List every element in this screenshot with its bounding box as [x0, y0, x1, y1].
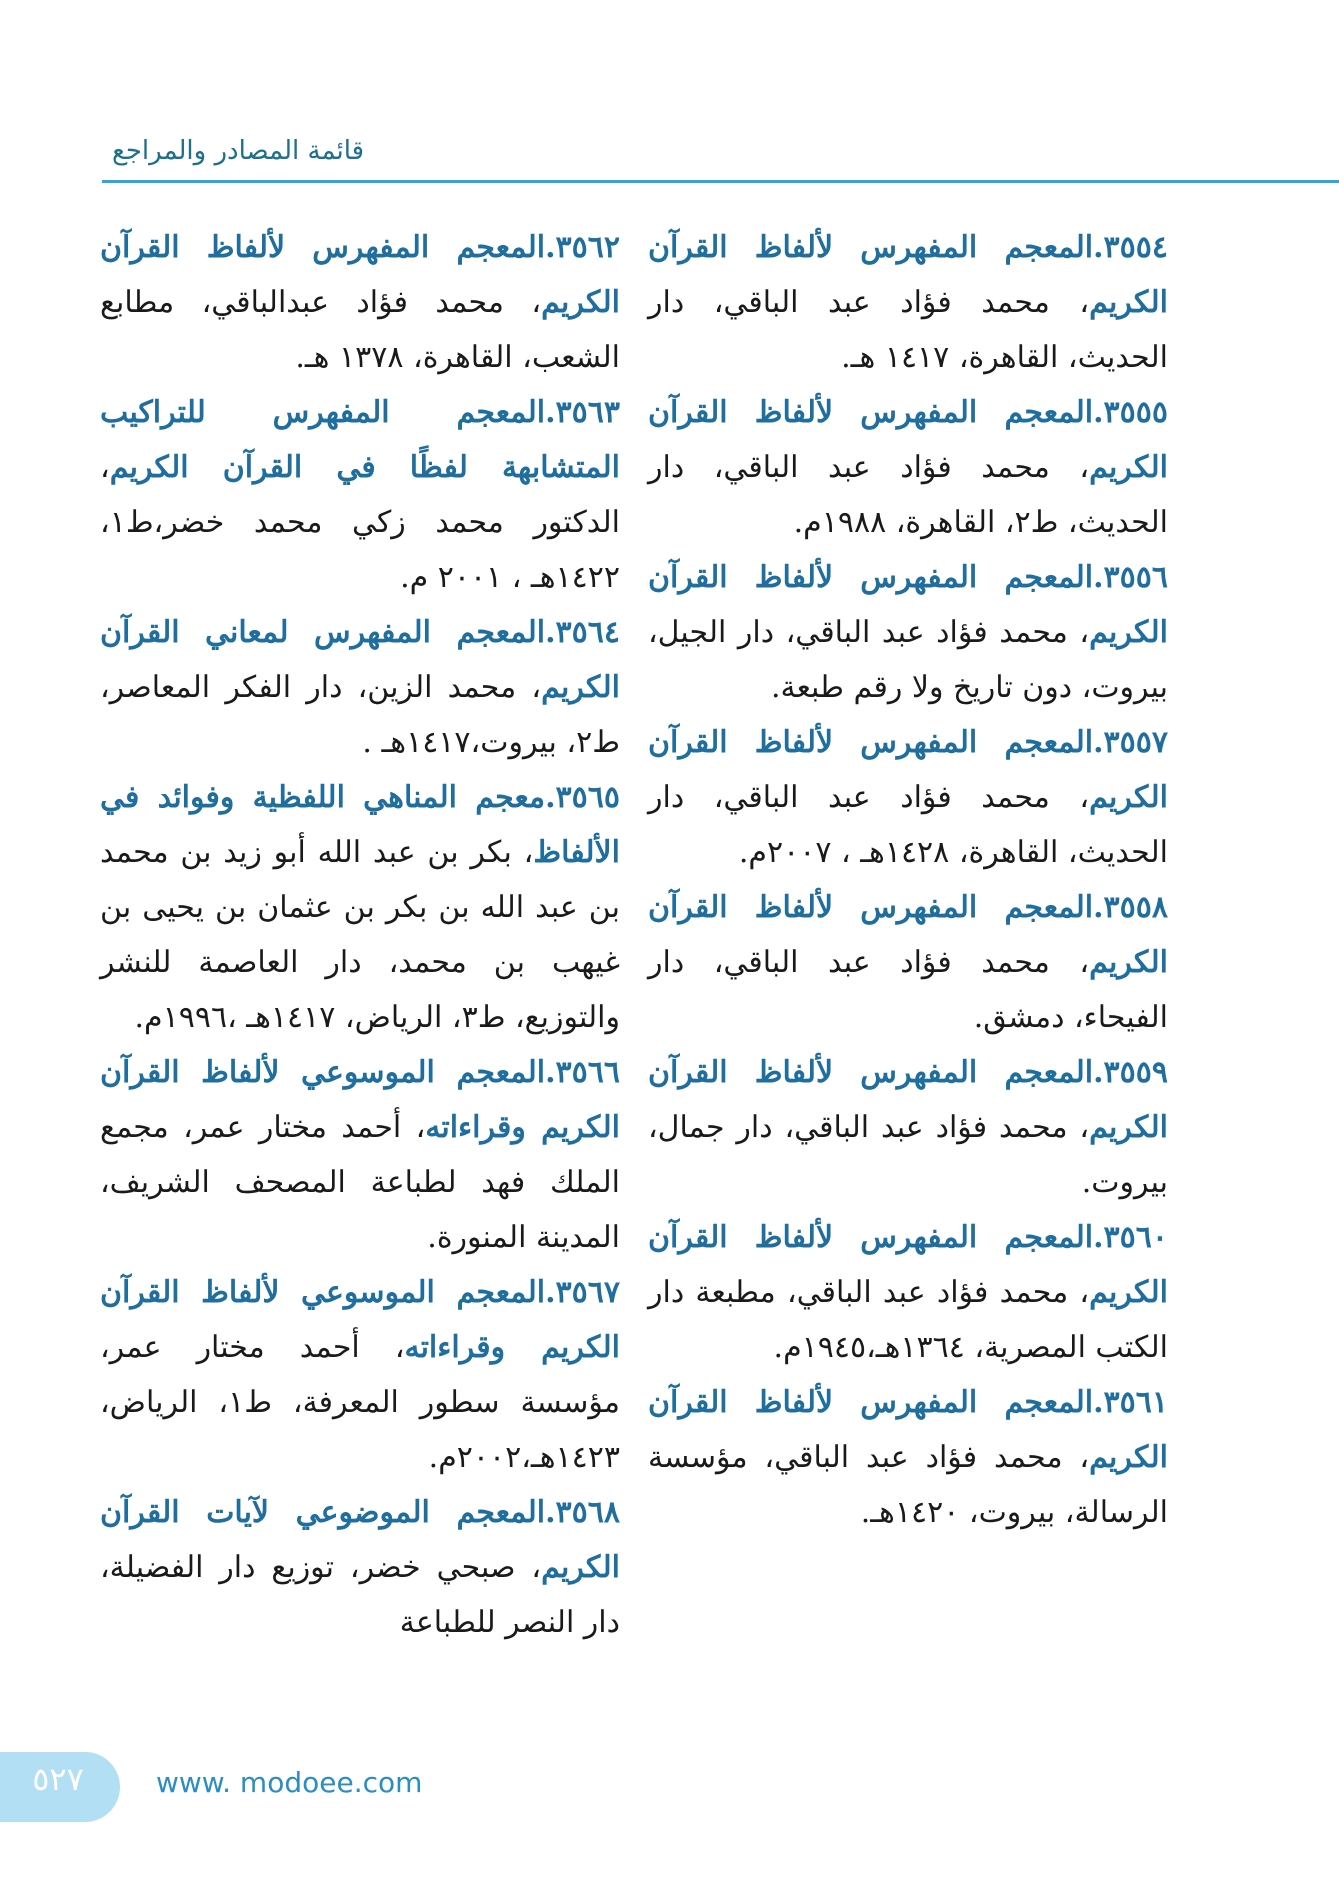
entry-number: ٣٥٥٩.: [1093, 1055, 1168, 1090]
entry-number: ٣٥٥٦.: [1093, 560, 1168, 595]
bibliography-entry: [648, 550, 1168, 715]
bibliography-entry: [648, 1045, 1168, 1210]
bibliography-entry: [648, 880, 1168, 1045]
entry-number: ٣٥٦٤.: [545, 615, 620, 650]
entry-number: ٣٥٥٥.: [1093, 395, 1168, 430]
entry-details: ، محمد فؤاد عبدالباقي، مطابع الشعب، القاهرة، ١٣٧٨ هـ.: [100, 285, 620, 375]
entry-title: المعجم الموضوعي لآيات القرآن الكريم: [100, 1495, 620, 1585]
entry-details: ، محمد فؤاد عبد الباقي، مطبعة دار الكتب المصرية، ١٣٦٤هـ،١٩٤٥م.: [648, 1275, 1168, 1365]
entry-details: ، محمد فؤاد عبد الباقي، دار الجيل، بيروت، دون تاريخ ولا رقم طبعة.: [648, 615, 1168, 705]
entry-title: المعجم المفهرس لألفاظ القرآن الكريم: [100, 230, 620, 320]
entry-details: ، محمد فؤاد عبد الباقي، دار الحديث، القاهرة، ١٤٢٨هـ ، ٢٠٠٧م.: [648, 780, 1168, 870]
entry-number: ٣٥٦٥.: [545, 780, 620, 815]
running-header-title: قائمة المصادر والمراجع: [112, 136, 365, 166]
bibliography-entry: [100, 385, 620, 605]
bibliography-entry: [100, 220, 620, 385]
entry-number: ٣٥٦٣.: [545, 395, 620, 430]
entry-number: ٣٥٦٦.: [545, 1055, 620, 1090]
page-number: ٥٢٧: [32, 1760, 84, 1798]
entry-details: ، صبحي خضر، توزيع دار الفضيلة، دار النصر للطباعة: [100, 1550, 620, 1640]
entry-title: المعجم المفهرس لمعاني القرآن الكريم: [100, 615, 620, 705]
entry-details: ، أحمد مختار عمر، مجمع الملك فهد لطباعة المصحف الشريف، المدينة المنورة.: [100, 1110, 620, 1255]
entry-number: ٣٥٥٤.: [1093, 230, 1168, 265]
entry-number: ٣٥٦٨.: [545, 1495, 620, 1530]
entry-details: ، محمد الزين، دار الفكر المعاصر، ط٢، بيروت،١٤١٧هـ .: [100, 670, 620, 760]
entry-title: المعجم المفهرس لألفاظ القرآن الكريم: [648, 560, 1168, 650]
entry-details: ، محمد فؤاد عبد الباقي، دار الحديث، ط٢، القاهرة، ١٩٨٨م.: [648, 450, 1168, 540]
bibliography-entry: [100, 770, 620, 1045]
entry-details: ، الدكتور محمد زكي محمد خضر،ط١، ١٤٢٢هـ ، ٢٠٠١ م.: [100, 450, 620, 595]
entry-title: المعجم المفهرس لألفاظ القرآن الكريم: [648, 890, 1168, 980]
entry-details: ، محمد فؤاد عبد الباقي، دار الحديث، القاهرة، ١٤١٧ هـ.: [648, 285, 1168, 375]
entry-details: ، بكر بن عبد الله أبو زيد بن محمد بن عبد الله بن بكر بن عثمان بن يحيى بن غيهب بن محمد، دار العاصمة للنشر والتوزيع، ط٣، الرياض، ١٤١٧هـ ،١٩٩٦م.: [100, 835, 620, 1035]
entry-number: ٣٥٦٢.: [545, 230, 620, 265]
entry-title: معجم المناهي اللفظية وفوائد في الألفاظ: [100, 780, 620, 870]
entry-number: ٣٥٥٧.: [1093, 725, 1168, 760]
entry-title: المعجم المفهرس لألفاظ القرآن الكريم: [648, 1385, 1168, 1475]
right-column: [648, 220, 1168, 1540]
website-link[interactable]: www. modoee.com: [156, 1766, 423, 1799]
entry-number: ٣٥٦١.: [1093, 1385, 1168, 1420]
bibliography-entry: [648, 1210, 1168, 1375]
entry-details: ، محمد فؤاد عبد الباقي، دار جمال، بيروت.: [648, 1110, 1168, 1200]
entry-title: المعجم المفهرس للتراكيب المتشابهة لفظًا في القرآن الكريم: [100, 395, 620, 485]
header-divider: [102, 180, 1339, 183]
bibliography-entry: [648, 385, 1168, 550]
entry-title: المعجم المفهرس لألفاظ القرآن الكريم: [648, 725, 1168, 815]
bibliography-entry: [100, 1045, 620, 1265]
entry-details: ، محمد فؤاد عبد الباقي، مؤسسة الرسالة، بيروت، ١٤٢٠هـ.: [648, 1440, 1168, 1530]
entry-title: المعجم الموسوعي لألفاظ القرآن الكريم وقراءاته: [100, 1275, 620, 1365]
entry-details: ، أحمد مختار عمر، مؤسسة سطور المعرفة، ط١، الرياض، ١٤٢٣هـ،٢٠٠٢م.: [100, 1330, 620, 1475]
bibliography-entry: [100, 1265, 620, 1485]
left-column: [100, 220, 620, 1650]
entry-details: ، محمد فؤاد عبد الباقي، دار الفيحاء، دمشق.: [648, 945, 1168, 1035]
bibliography-entry: [100, 1485, 620, 1650]
entry-title: المعجم المفهرس لألفاظ القرآن الكريم: [648, 230, 1168, 320]
entry-number: ٣٥٥٨.: [1093, 890, 1168, 925]
bibliography-entry: [100, 605, 620, 770]
entry-number: ٣٥٦٧.: [545, 1275, 620, 1310]
entry-number: ٣٥٦٠.: [1093, 1220, 1168, 1255]
entry-title: المعجم المفهرس لألفاظ القرآن الكريم: [648, 1220, 1168, 1310]
entry-title: المعجم المفهرس لألفاظ القرآن الكريم: [648, 1055, 1168, 1145]
entry-title: المعجم المفهرس لألفاظ القرآن الكريم: [648, 395, 1168, 485]
bibliography-entry: [648, 715, 1168, 880]
bibliography-entry: [648, 1375, 1168, 1540]
bibliography-entry: [648, 220, 1168, 385]
entry-title: المعجم الموسوعي لألفاظ القرآن الكريم وقراءاته: [100, 1055, 620, 1145]
